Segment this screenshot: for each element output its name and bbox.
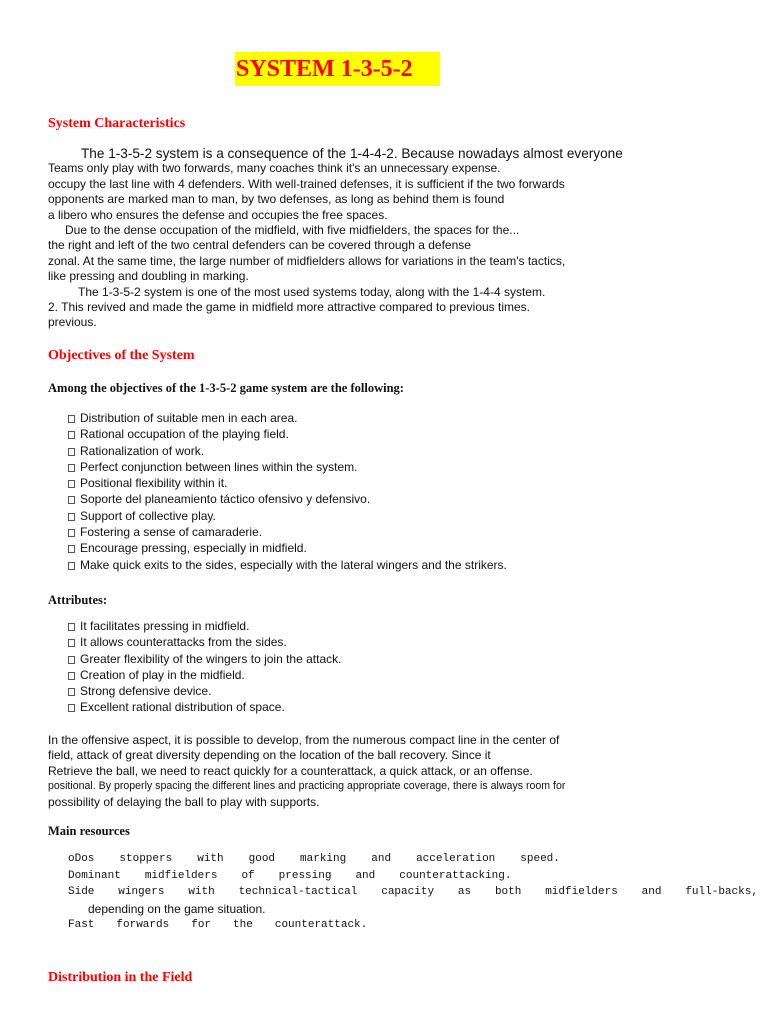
word: midfielders	[144, 869, 218, 882]
attributes-heading: Attributes:	[48, 593, 108, 607]
list-item-text: Perfect conjunction between lines within the system.	[80, 459, 358, 474]
text-line: opponents are marked man to man, by two defenses, as long as behind them is found	[48, 192, 505, 207]
list-item	[68, 524, 507, 540]
word: Side	[68, 886, 95, 898]
list-item	[68, 459, 507, 475]
bullet-box-icon	[68, 704, 75, 712]
word: and	[371, 853, 392, 865]
word: marking	[300, 853, 347, 865]
word: the	[233, 919, 253, 931]
list-item-text: Excellent rational distribution of space.	[80, 700, 285, 715]
text-line: 2. This revived and made the game in midfield more attractive compared to previous times.	[48, 300, 531, 315]
text-line: zonal. At the same time, the large number of midfielders allows for variations in the team's tactics,	[48, 253, 566, 268]
list-item	[68, 540, 507, 556]
resource-line	[68, 917, 758, 934]
text-line: field, attack of great diversity depending on the location of the ball recovery. Since it	[48, 748, 491, 763]
list-item	[68, 618, 341, 634]
list-item-text: Soporte del planeamiento táctico ofensivo y defensivo.	[80, 492, 371, 507]
text-line: like pressing and doubling in marking.	[48, 269, 249, 284]
resource-line	[68, 884, 758, 901]
characteristics-paragraph	[48, 146, 748, 331]
word: counterattack.	[274, 919, 368, 931]
text-line: The 1-3-5-2 system is a consequence of the 1-4-4-2. Because nowadays almost everyone	[81, 146, 623, 161]
section-heading-objectives: Objectives of the System	[48, 348, 195, 363]
list-item-text: Creation of play in the midfield.	[80, 667, 245, 682]
list-item-text: Support of collective play.	[80, 508, 216, 523]
word: as	[457, 886, 472, 898]
word: acceleration	[416, 853, 496, 865]
word: pressing	[278, 869, 332, 882]
resources-list	[68, 851, 758, 934]
bullet-box-icon	[68, 545, 75, 553]
list-item-text: Fostering a sense of camaraderie.	[80, 525, 263, 540]
list-item-text: Positional flexibility within it.	[80, 476, 228, 491]
word: both	[494, 886, 522, 898]
list-item	[68, 634, 341, 650]
list-item	[68, 667, 341, 683]
text-line: previous.	[48, 315, 97, 330]
text-line: The 1-3-5-2 system is one of the most used systems today, along with the 1-4-4 system.	[78, 284, 546, 299]
section-heading-distribution: Distribution in the Field	[48, 970, 193, 985]
word: capacity	[381, 886, 435, 898]
bullet-box-icon	[68, 496, 75, 504]
list-item	[68, 475, 507, 491]
text-line: the right and left of the two central defenders can be covered through a defense	[48, 238, 471, 253]
list-item-text: Rationalization of work.	[80, 443, 205, 458]
list-item-text: Encourage pressing, especially in midfield.	[80, 541, 307, 556]
list-item	[68, 426, 507, 442]
list-item	[68, 651, 341, 667]
word: oDos	[68, 853, 95, 865]
list-item-text: Distribution of suitable men in each area.	[80, 411, 298, 425]
bullet-box-icon	[68, 529, 75, 537]
list-item-text: Rational occupation of the playing field.	[80, 427, 289, 442]
list-item-text: It facilitates pressing in midfield.	[80, 619, 250, 633]
text-line: Due to the dense occupation of the midfield, with five midfielders, the spaces for the...	[65, 223, 520, 238]
word: for	[191, 919, 212, 931]
word: with	[188, 886, 215, 898]
word: Fast	[68, 919, 95, 931]
word: stoppers	[119, 853, 173, 865]
section-heading-characteristics: System Characteristics	[48, 116, 186, 131]
list-item	[68, 410, 507, 426]
list-item-text: It allows counterattacks from the sides.	[80, 635, 287, 650]
word: technical-tactical	[238, 886, 358, 898]
resource-line	[68, 868, 758, 885]
list-item-text: Strong defensive device.	[80, 684, 212, 699]
attributes-list	[68, 618, 341, 716]
bullet-box-icon	[68, 431, 75, 439]
word: full-backs,	[685, 886, 758, 898]
list-item	[68, 443, 507, 459]
document-title: SYSTEM 1-3-5-2	[235, 52, 440, 86]
word: counterattacking.	[399, 869, 512, 882]
list-item	[68, 683, 341, 699]
objectives-list	[68, 410, 507, 573]
word: and	[355, 869, 376, 882]
list-item	[68, 508, 507, 524]
objectives-intro: Among the objectives of the 1-3-5-2 game system are the following:	[48, 381, 404, 395]
bullet-box-icon	[68, 513, 75, 521]
list-item	[68, 557, 507, 573]
bullet-box-icon	[68, 562, 75, 570]
text-line: possibility of delaying the ball to play with supports.	[48, 794, 320, 809]
bullet-box-icon	[68, 623, 75, 631]
bullet-box-icon	[68, 639, 75, 647]
offensive-paragraph	[48, 733, 748, 810]
resources-heading: Main resources	[48, 824, 130, 838]
text-line: occupy the last line with 4 defenders. With well-trained defenses, it is sufficient if the two forwards	[48, 176, 565, 191]
word: midfielders	[545, 886, 618, 898]
text-line: In the offensive aspect, it is possible to develop, from the numerous compact line in the center of	[48, 733, 560, 747]
list-item	[68, 699, 341, 715]
resource-line-continuation: depending on the game situation.	[88, 901, 266, 916]
text-line: Teams only play with two forwards, many coaches think it's an unnecessary expense.	[48, 161, 501, 176]
text-line: Retrieve the ball, we need to react quickly for a counterattack, a quick attack, or an offense.	[48, 763, 533, 778]
word: wingers	[118, 886, 165, 898]
word: Dominant	[68, 869, 121, 882]
list-item-text: Greater flexibility of the wingers to join the attack.	[80, 651, 342, 666]
word: good	[248, 853, 276, 865]
bullet-box-icon	[68, 480, 75, 488]
bullet-box-icon	[68, 415, 75, 423]
word: speed.	[520, 853, 560, 865]
word: of	[241, 869, 255, 882]
bullet-box-icon	[68, 688, 75, 696]
bullet-box-icon	[68, 448, 75, 456]
text-line: positional. By properly spacing the different lines and practicing appropriate coverage, there is always room for	[48, 780, 566, 793]
bullet-box-icon	[68, 656, 75, 664]
bullet-box-icon	[68, 672, 75, 680]
bullet-box-icon	[68, 464, 75, 472]
word: with	[197, 853, 224, 865]
text-line: a libero who ensures the defense and occupies the free spaces.	[48, 207, 388, 222]
word: forwards	[116, 919, 170, 931]
list-item	[68, 491, 507, 507]
word: and	[641, 886, 662, 898]
resource-line	[68, 851, 758, 868]
list-item-text: Make quick exits to the sides, especially with the lateral wingers and the strikers.	[80, 557, 507, 572]
